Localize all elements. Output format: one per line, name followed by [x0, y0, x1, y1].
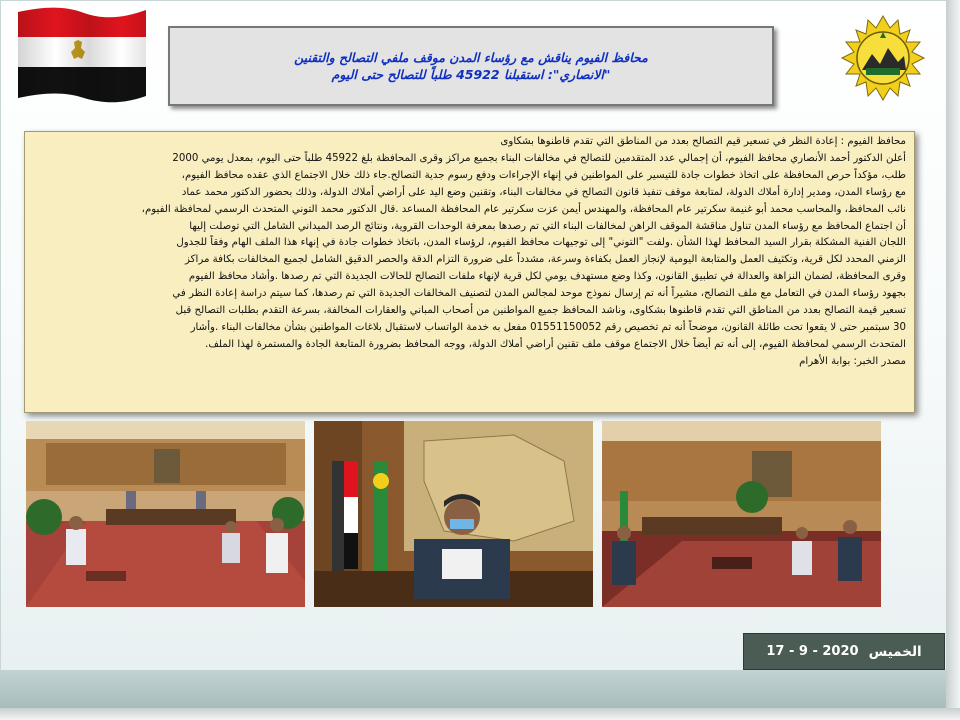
- article-line: اللجان الفنية المشكلة بقرار السيد المحافظ لهذا الشأن .ولفت "التوني" إلى توجيهات محافظ الفيوم، لرؤساء المدن، باتخاذ خطوات جادة في إنهاء هذا الملف الهام وفقاً للجدول: [176, 237, 906, 249]
- slide-shadow-bottom: [0, 708, 960, 720]
- article-line: نائب المحافظ، والمحاسب محمد أبو غنيمة سكرتير عام المحافظة، والمهندس أيمن عزت سكرتير عام المحافظة المساعد .قال الدكتور محمد التوني المتحدث الرسمي لمحافظة الفيوم،: [141, 203, 906, 215]
- article-line: طلب، مؤكداً حرص المحافظة على اتخاذ خطوات جادة للتيسير على المواطنين في إنهاء الإجراءات ودفع رسوم جدية التصالح.جاء ذلك خلال الاجتماع الذي عقده محافظ الفيوم،: [181, 169, 906, 181]
- date-box: [743, 633, 945, 670]
- article-line: وقرى المحافظة، لضمان النزاهة والعدالة في تطبيق القانون، وكذا وضع مستهدف يومي لكل قرية لإنهاء ملفات التصالح للحالات الجديدة التي تم رصدها .وأشاد محافظ الفيوم: [188, 271, 906, 283]
- headline-line-2: "الانصاري": استقبلنا 45922 طلباً للتصالح حتى اليوم: [331, 67, 611, 82]
- egypt-flag-icon: [16, 4, 148, 104]
- article-line: تسعير قيمة التصالح بعدد من المناطق التي تقدم قاطنوها بشكاوى، وناشد المحافظ جميع المواطنين من أصحاب المباني والعقارات المخالفة، بسرعة التقدم بطلبات التصالح قبل: [175, 305, 906, 317]
- date-value: 17 - 9 - 2020: [766, 644, 859, 659]
- article-line: مع رؤساء المدن، ومدير إدارة أملاك الدولة، لمتابعة موقف تنفيذ قانون التصالح في مخالفات البناء، وتقنين وضع اليد على أراضي أملاك الدولة، وذلك بحضور الدكتور محمد عماد: [181, 186, 906, 198]
- article-line: الزمني المحدد لكل قرية، وتكثيف العمل والمتابعة اليومية لإنجاز العمل بكفاءة وسرعة، مشدداً على ضرورة التزام الدقة والحصر الدقيق الشامل لجميع المخالفات بكافة مراكز: [185, 254, 906, 266]
- headline-box: [168, 26, 774, 106]
- meeting-photo-2: [314, 421, 593, 607]
- article-line: محافظ الفيوم : إعادة النظر في تسعير قيم التصالح بعدد من المناطق التي تقدم قاطنوها بشكاوى: [500, 136, 906, 147]
- article-line: 30 سبتمبر حتى لا يقعوا تحت طائلة القانون، موضحاً أنه تم تخصيص رقم 01551150052 مفعل به خدمة الواتساب لاستقبال بلاغات المواطنين بشأن مخالفات البناء .وأشار: [190, 321, 906, 333]
- headline-line-1: محافظ الفيوم يناقش مع رؤساء المدن موقف ملفي التصالح والتقنين: [294, 50, 648, 65]
- slide-shadow-right: [946, 0, 960, 720]
- fayoum-governorate-logo-icon: [836, 12, 930, 102]
- article-text-box: [24, 131, 915, 413]
- date-day: الخميس: [868, 643, 922, 660]
- meeting-photo-1: [26, 421, 305, 607]
- article-line: أعلن الدكتور أحمد الأنصاري محافظ الفيوم، أن إجمالي عدد المتقدمين للتصالح في مخالفات البناء بجميع مراكز وقرى المحافظة بلغ 45922 طلباً حتى اليوم، بمعدل يومي 2000: [172, 152, 906, 164]
- article-line: أن اجتماع المحافظ مع رؤساء المدن تناول مناقشة الموقف الراهن لمخالفات البناء التي تم رصدها بمعرفة الوحدات القروية، ونتائج الرصد الميداني الشامل التي توصلت إليها: [189, 220, 906, 232]
- article-source: مصدر الخبر: بوابة الأهرام: [799, 355, 906, 367]
- article-line: بجهود رؤساء المدن في التعامل مع ملف التصالح، مشيراً أنه تم إرسال نموذج موحد لمجالس المدن لتصنيف المخالفات الجديدة التي تم رصدها، كما سيتم دراسة إعادة النظر في: [172, 288, 906, 300]
- article-line: المتحدث الرسمي لمحافظة الفيوم، إلى أنه تم أيضاً خلال الاجتماع موقف ملف تقنين أراضي أملاك الدولة، ووجه المحافظ بضرورة المتابعة الجادة والمستمرة لهذا الملف.: [205, 338, 906, 350]
- footer-bar: [0, 670, 946, 708]
- meeting-photo-3: [602, 421, 881, 607]
